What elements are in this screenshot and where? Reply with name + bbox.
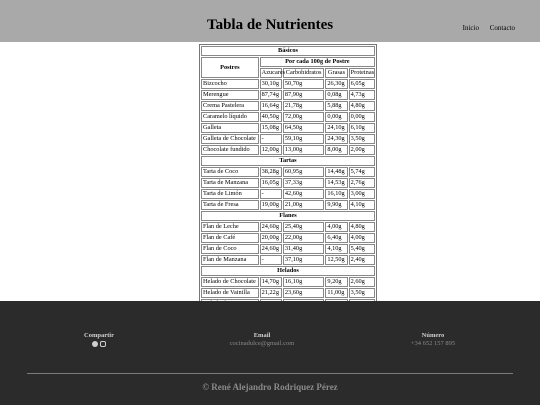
nutrient-value: 37,33g <box>283 178 324 188</box>
nutrient-value: 24,60g <box>260 222 282 232</box>
nutrient-value: 4,80g <box>349 101 375 111</box>
nutrient-value: 24,60g <box>260 244 282 254</box>
table-row <box>201 288 375 298</box>
nutrient-value: 4,00g <box>325 222 347 232</box>
nutrient-value: 14,70g <box>260 277 282 287</box>
nutrient-value: 23,60g <box>283 288 324 298</box>
site-header <box>0 0 540 42</box>
section-row <box>201 46 375 56</box>
nutrient-value: 24,10g <box>325 123 347 133</box>
table-row <box>201 200 375 210</box>
col-header: Grasas <box>325 68 347 78</box>
table-row <box>201 112 375 122</box>
section-title: Helados <box>201 266 375 276</box>
nutrient-value: 5,74g <box>349 167 375 177</box>
nutrient-value: 6,40g <box>325 233 347 243</box>
phone-value: +34 652 157 895 <box>410 340 456 347</box>
nav-link-contacto[interactable]: Contacto <box>489 24 515 32</box>
nutrient-value: 6,10g <box>349 123 375 133</box>
col-header: Azucares <box>261 69 286 76</box>
nutrient-value: 5,88g <box>325 101 347 111</box>
dessert-name: Caramelo líquido <box>201 112 259 122</box>
footer-divider <box>27 373 513 374</box>
nutrient-value: 21,22g <box>260 288 282 298</box>
nutrient-value: 12,50g <box>325 255 347 265</box>
nutrient-value: 3,00g <box>349 189 375 199</box>
nutrient-value: 64,50g <box>283 123 324 133</box>
dessert-name: Bizcocho <box>201 79 259 89</box>
header-row <box>201 57 375 67</box>
nutrient-value: - <box>260 189 282 199</box>
instagram-icon[interactable] <box>100 341 106 347</box>
nutrition-table-container <box>199 44 377 300</box>
nutrient-value: 5,40g <box>349 244 375 254</box>
phone-label: Número <box>421 332 445 339</box>
nutrient-value: 37,10g <box>283 255 324 265</box>
table-row <box>201 189 375 199</box>
dessert-name: Galleta <box>201 123 259 133</box>
dessert-name: Flan de Coco <box>201 244 259 254</box>
table-row <box>201 79 375 89</box>
table-row <box>201 90 375 100</box>
nutrient-value: 2,00g <box>349 145 375 155</box>
dessert-name: Helado de Vainilla <box>201 288 259 298</box>
nutrient-value: 21,00g <box>283 200 324 210</box>
section-title: Básicos <box>201 46 375 56</box>
nutrient-value: 20,00g <box>260 233 282 243</box>
table-row <box>201 277 375 287</box>
section-title: Tartas <box>201 156 375 166</box>
table-row <box>201 222 375 232</box>
dessert-name: Galleta de Chocolate <box>201 134 259 144</box>
dessert-name: Helado de Chocolate <box>201 277 259 287</box>
col-per-100g: Por cada 100g de Postre <box>260 57 375 67</box>
email-block <box>212 332 312 348</box>
nutrient-value: 0,00g <box>325 112 347 122</box>
nutrient-value: 14,48g <box>325 167 347 177</box>
table-row <box>201 123 375 133</box>
nutrient-value: 31,40g <box>283 244 324 254</box>
section-row <box>201 156 375 166</box>
dessert-name: Flan de Café <box>201 233 259 243</box>
nutrient-value: 6,05g <box>349 79 375 89</box>
table-row <box>201 167 375 177</box>
nutrient-value: 50,70g <box>283 79 324 89</box>
nutrient-value: 11,00g <box>325 288 347 298</box>
nutrient-value: 16,64g <box>260 101 282 111</box>
nutrient-value: 16,10g <box>283 277 324 287</box>
nutrient-value: 12,00g <box>260 145 282 155</box>
col-header: Carbohidratos <box>283 68 324 78</box>
nutrient-value: 2,76g <box>349 178 375 188</box>
nutrient-value: 4,00g <box>349 233 375 243</box>
section-row <box>201 266 375 276</box>
table-row <box>201 244 375 254</box>
email-value[interactable]: cocinadulce@gmail.com <box>229 340 295 347</box>
nutrient-value: 2,60g <box>349 277 375 287</box>
phone-block <box>398 332 468 348</box>
nutrient-value: 42,60g <box>283 189 324 199</box>
nutrient-value: 24,30g <box>325 134 347 144</box>
nutrient-value: - <box>260 255 282 265</box>
section-row <box>201 211 375 221</box>
nutrient-value: 21,78g <box>283 101 324 111</box>
nutrient-value: 15,08g <box>260 123 282 133</box>
nutrient-value: 30,10g <box>260 79 282 89</box>
share-label: Compartir <box>84 332 114 339</box>
table-row <box>201 101 375 111</box>
col-postres: Postres <box>201 57 259 78</box>
nutrient-value: 0,08g <box>325 90 347 100</box>
nutrient-value: 16,05g <box>260 178 282 188</box>
nutrient-value: 22,00g <box>283 233 324 243</box>
table-row <box>201 145 375 155</box>
copyright: © René Alejandro Rodriquez Pérez <box>202 382 338 392</box>
table-row <box>201 134 375 144</box>
nutrient-value: 2,40g <box>349 255 375 265</box>
nutrient-value: - <box>260 134 282 144</box>
table-row <box>201 255 375 265</box>
site-footer <box>0 301 540 405</box>
nutrient-value: 0,00g <box>349 112 375 122</box>
nutrient-value: 19,00g <box>260 200 282 210</box>
nutrient-value: 38,28g <box>260 167 282 177</box>
nutrient-value: 14,53g <box>325 178 347 188</box>
nutrient-value: 87,90g <box>283 90 324 100</box>
dessert-name: Tarta de Coco <box>201 167 259 177</box>
nutrient-value: 4,10g <box>349 200 375 210</box>
nutrient-value: 9,20g <box>325 277 347 287</box>
dessert-name: Flan de Leche <box>201 222 259 232</box>
nutrition-table <box>199 44 377 322</box>
table-row <box>201 233 375 243</box>
table-row <box>201 178 375 188</box>
nutrient-value: 9,90g <box>325 200 347 210</box>
nutrient-value: 25,40g <box>283 222 324 232</box>
nutrient-value: 72,00g <box>283 112 324 122</box>
nutrient-value: 40,50g <box>260 112 282 122</box>
dessert-name: Flan de Manzana <box>201 255 259 265</box>
nutrient-value: 8,00g <box>325 145 347 155</box>
nav-link-inicio[interactable]: Inicio <box>462 24 479 32</box>
nutrient-value: 59,10g <box>283 134 324 144</box>
nutrient-value: 26,30g <box>325 79 347 89</box>
share-block <box>74 332 124 347</box>
nutrient-value: 16,10g <box>325 189 347 199</box>
nutrient-value: 3,50g <box>349 288 375 298</box>
dessert-name: Merengue <box>201 90 259 100</box>
nutrient-value: 3,50g <box>349 134 375 144</box>
facebook-icon[interactable] <box>92 341 98 347</box>
dessert-name: Chocolate fundido <box>201 145 259 155</box>
nutrient-value: 4,80g <box>349 222 375 232</box>
col-header: Proteinas <box>350 69 375 76</box>
nutrient-value: 4,73g <box>349 90 375 100</box>
section-title: Flanes <box>201 211 375 221</box>
top-nav <box>454 24 515 32</box>
nutrient-value: 87,74g <box>260 90 282 100</box>
nutrient-value: 4,10g <box>325 244 347 254</box>
share-icons <box>74 341 124 347</box>
nutrient-value: 60,95g <box>283 167 324 177</box>
dessert-name: Tarta de Fresa <box>201 200 259 210</box>
page-title: Tabla de Nutrientes <box>206 17 334 33</box>
dessert-name: Crema Pastelera <box>201 101 259 111</box>
dessert-name: Tarta de Limón <box>201 189 259 199</box>
nutrient-value: 13,00g <box>283 145 324 155</box>
dessert-name: Tarta de Manzana <box>201 178 259 188</box>
email-label: Email <box>253 332 271 339</box>
